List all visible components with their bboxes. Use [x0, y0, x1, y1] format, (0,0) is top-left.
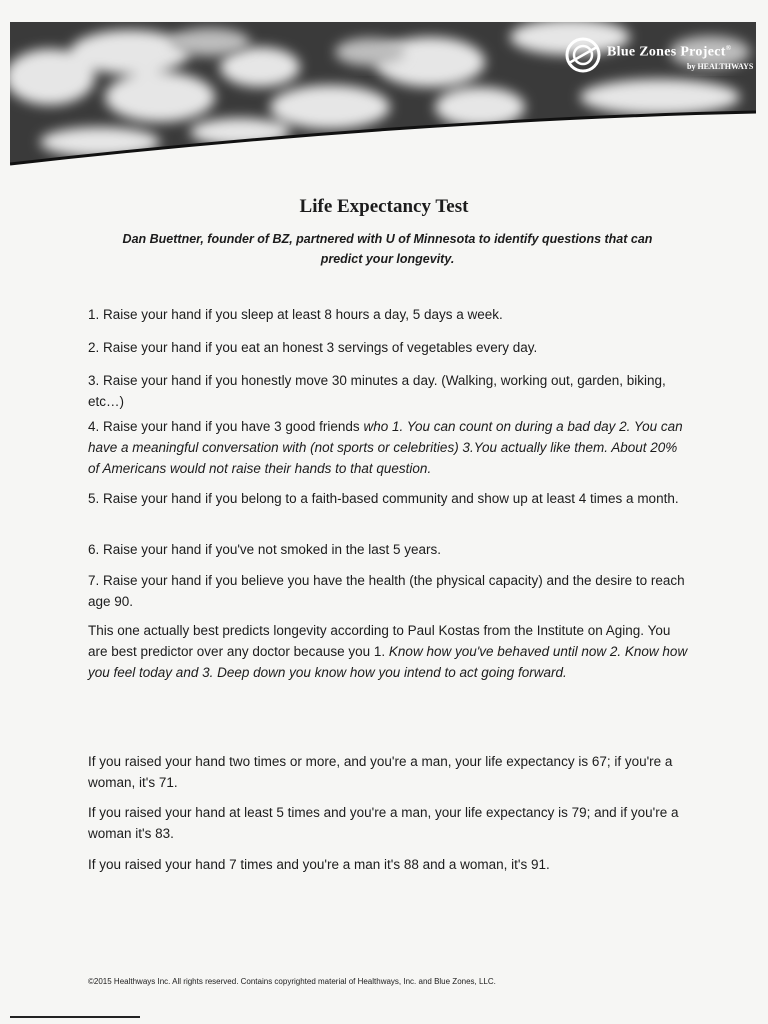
- question-4: [88, 416, 688, 479]
- question-4-lead: 4. Raise your hand if you have 3 good friends: [88, 419, 360, 434]
- question-6: 6. Raise your hand if you've not smoked in the last 5 years.: [88, 542, 442, 557]
- brand-byline: by HEALTHWAYS: [687, 62, 754, 71]
- question-1: 1. Raise your hand if you sleep at least 8 hours a day, 5 days a week.: [88, 307, 503, 322]
- result-2: If you raised your hand at least 5 times and you're a man, your life expectancy is 79; and if you're a woman it's 83.: [88, 805, 679, 841]
- question-2: 2. Raise your hand if you eat an honest 3 servings of vegetables every day.: [88, 340, 538, 355]
- bottom-rule: [10, 1016, 140, 1018]
- question-3: 3. Raise your hand if you honestly move 30 minutes a day. (Walking, working out, garden, biking, etc…): [88, 373, 666, 409]
- question-5: 5. Raise your hand if you belong to a faith-based community and show up at least 4 times a month.: [88, 491, 679, 506]
- note-lead: This one actually best predicts longevity according to Paul Kostas from the Institute on Aging. You are best predictor over any doctor because you 1.: [88, 623, 671, 659]
- question-7: 7. Raise your hand if you believe you have the health (the physical capacity) and the desire to reach age 90.: [88, 573, 685, 609]
- document-title: Life Expectancy Test: [299, 196, 469, 217]
- document-subtitle: Dan Buettner, founder of BZ, partnered with U of Minnesota to identify questions that can predict your longevity.: [122, 232, 653, 266]
- copyright-footer: ©2015 Healthways Inc. All rights reserved. Contains copyrighted material of Healthways, Inc. and Blue Zones, LLC.: [88, 977, 496, 986]
- result-1: If you raised your hand two times or more, and you're a man, your life expectancy is 67; if you're a woman, it's 71.: [88, 754, 673, 790]
- brand-name: Blue Zones Project®: [607, 44, 732, 60]
- result-3: If you raised your hand 7 times and you're a man it's 88 and a woman, it's 91.: [88, 857, 550, 872]
- brand-logo: [563, 35, 753, 80]
- note-italic: Know how you've behaved until now 2. Know how you feel today and 3. Deep down you know how you intend to act going forward.: [88, 644, 688, 680]
- longevity-note: [88, 620, 688, 683]
- blue-zones-logo-icon: [563, 35, 603, 75]
- question-4-italic: who 1. You can count on during a bad day 2. You can have a meaningful conversation with (not sports or celebrities) 3.You actually like them. About 20% of Americans would not raise their hands to that question.: [88, 419, 683, 476]
